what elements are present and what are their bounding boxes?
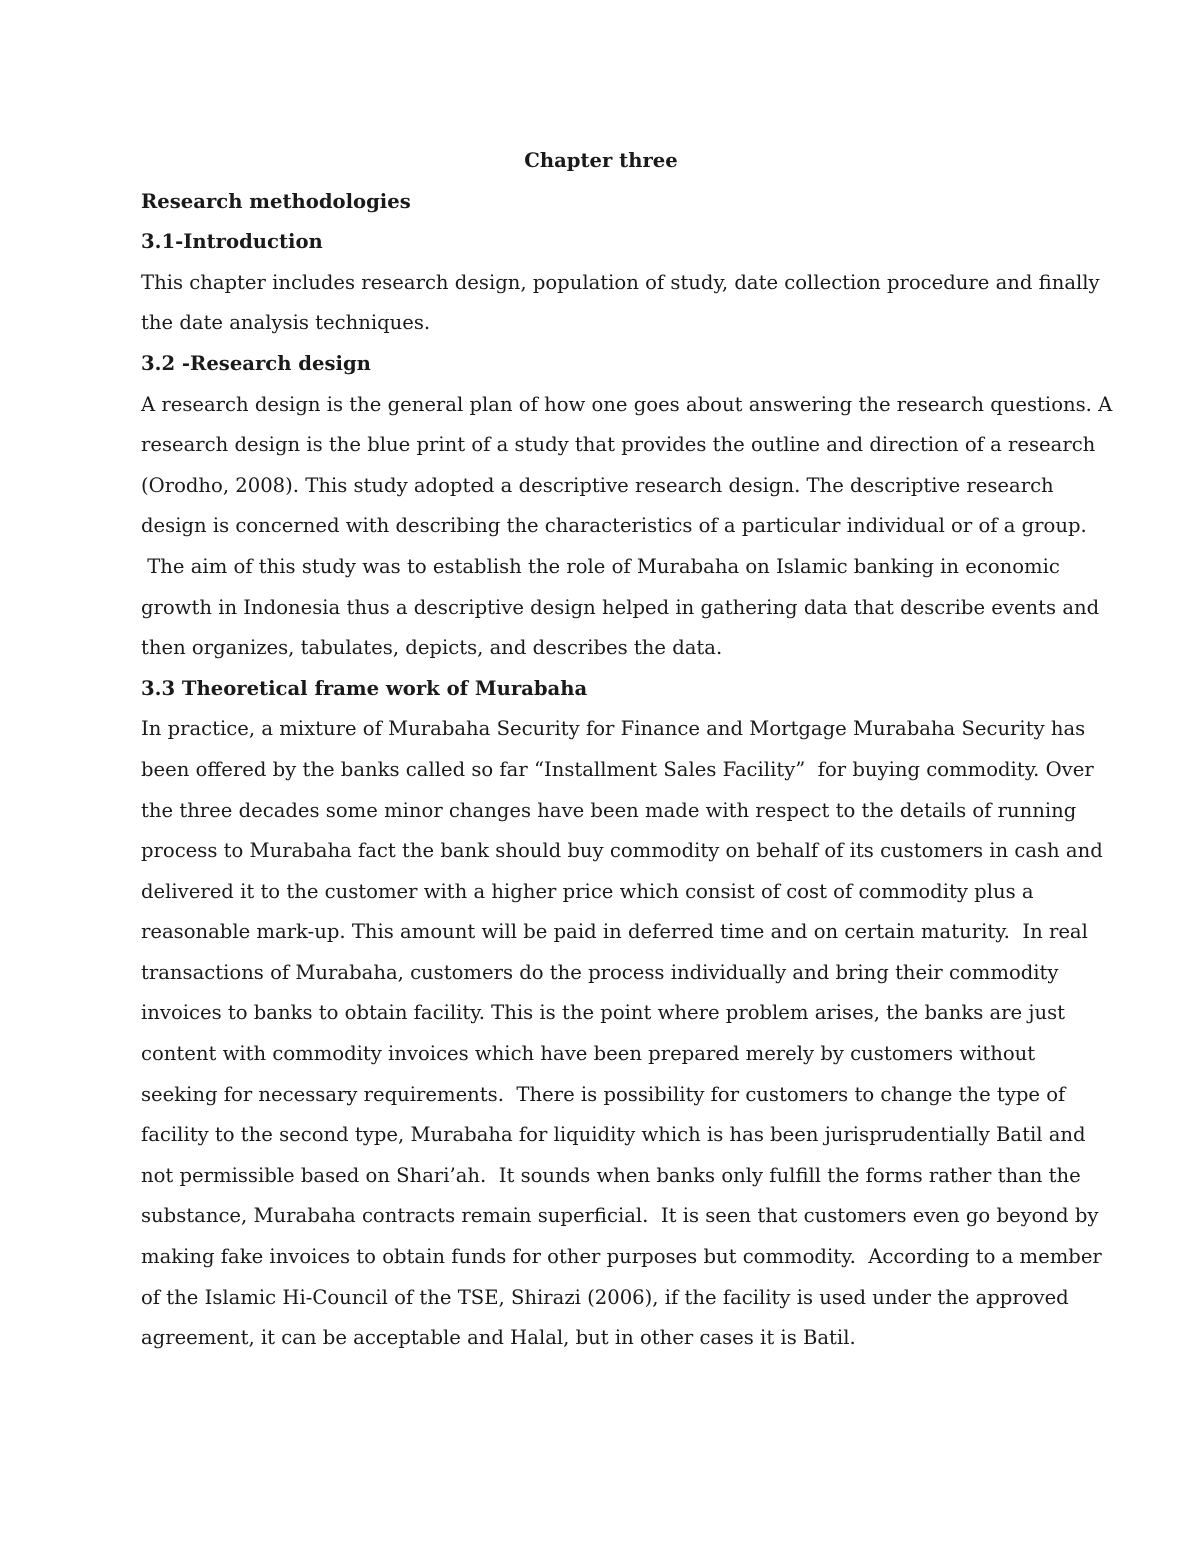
section-heading: Research methodologies: [141, 189, 411, 213]
text-line: A research design is the general plan of how one goes about answering the research questions. A: [141, 392, 1113, 416]
text-line: reasonable mark-up. This amount will be paid in deferred time and on certain maturity. In real: [141, 920, 1088, 944]
chapter-title: Chapter three: [524, 149, 678, 172]
text-line: substance, Murabaha contracts remain superficial. It is seen that customers even go beyond by: [141, 1204, 1099, 1228]
text-line: This chapter includes research design, population of study, date collection procedure and finally: [141, 270, 1100, 294]
text-line: content with commodity invoices which have been prepared merely by customers without: [141, 1042, 1036, 1066]
text-line: not permissible based on Shari’ah. It sounds when banks only fulfill the forms rather than the: [141, 1163, 1081, 1187]
paragraph-introduction: [141, 263, 1100, 344]
section-heading-theoretical-framework: 3.3 Theoretical frame work of Murabaha: [141, 676, 588, 700]
paragraph-research-design: [141, 385, 1113, 669]
text-line: then organizes, tabulates, depicts, and describes the data.: [141, 636, 723, 660]
text-line: agreement, it can be acceptable and Halal, but in other cases it is Batil.: [141, 1326, 856, 1350]
text-line: seeking for necessary requirements. There is possibility for customers to change the type of: [141, 1082, 1066, 1106]
text-line: making fake invoices to obtain funds for other purposes but commodity. According to a member: [141, 1245, 1102, 1269]
section-heading-research-design: 3.2 -Research design: [141, 351, 371, 375]
text-line: design is concerned with describing the characteristics of a particular individual or of a group.: [141, 514, 1087, 538]
text-line: research design is the blue print of a study that provides the outline and direction of a research: [141, 433, 1096, 457]
text-line: facility to the second type, Murabaha for liquidity which is has been jurisprudentially Batil and: [141, 1123, 1086, 1147]
text-line: growth in Indonesia thus a descriptive design helped in gathering data that describe events and: [141, 595, 1100, 619]
text-line: of the Islamic Hi-Council of the TSE, Shirazi (2006), if the facility is used under the approved: [141, 1285, 1069, 1309]
text-line: In practice, a mixture of Murabaha Security for Finance and Mortgage Murabaha Security has: [141, 717, 1086, 741]
text-line: The aim of this study was to establish the role of Murabaha on Islamic banking in economic: [141, 554, 1060, 578]
text-line: (Orodho, 2008). This study adopted a descriptive research design. The descriptive research: [141, 473, 1054, 497]
text-line: the date analysis techniques.: [141, 311, 431, 335]
text-line: transactions of Murabaha, customers do the process individually and bring their commodity: [141, 960, 1059, 984]
paragraph-theoretical-framework: [141, 709, 1103, 1359]
text-line: invoices to banks to obtain facility. This is the point where problem arises, the banks are just: [141, 1001, 1065, 1025]
text-line: been offered by the banks called so far “Installment Sales Facility” for buying commodity. Over: [141, 757, 1094, 781]
text-line: process to Murabaha fact the bank should buy commodity on behalf of its customers in cash and: [141, 839, 1103, 863]
text-line: delivered it to the customer with a higher price which consist of cost of commodity plus a: [141, 879, 1034, 903]
section-heading-introduction: 3.1-Introduction: [141, 230, 323, 254]
document-body: [141, 141, 1113, 1359]
text-line: the three decades some minor changes have been made with respect to the details of running: [141, 798, 1077, 822]
